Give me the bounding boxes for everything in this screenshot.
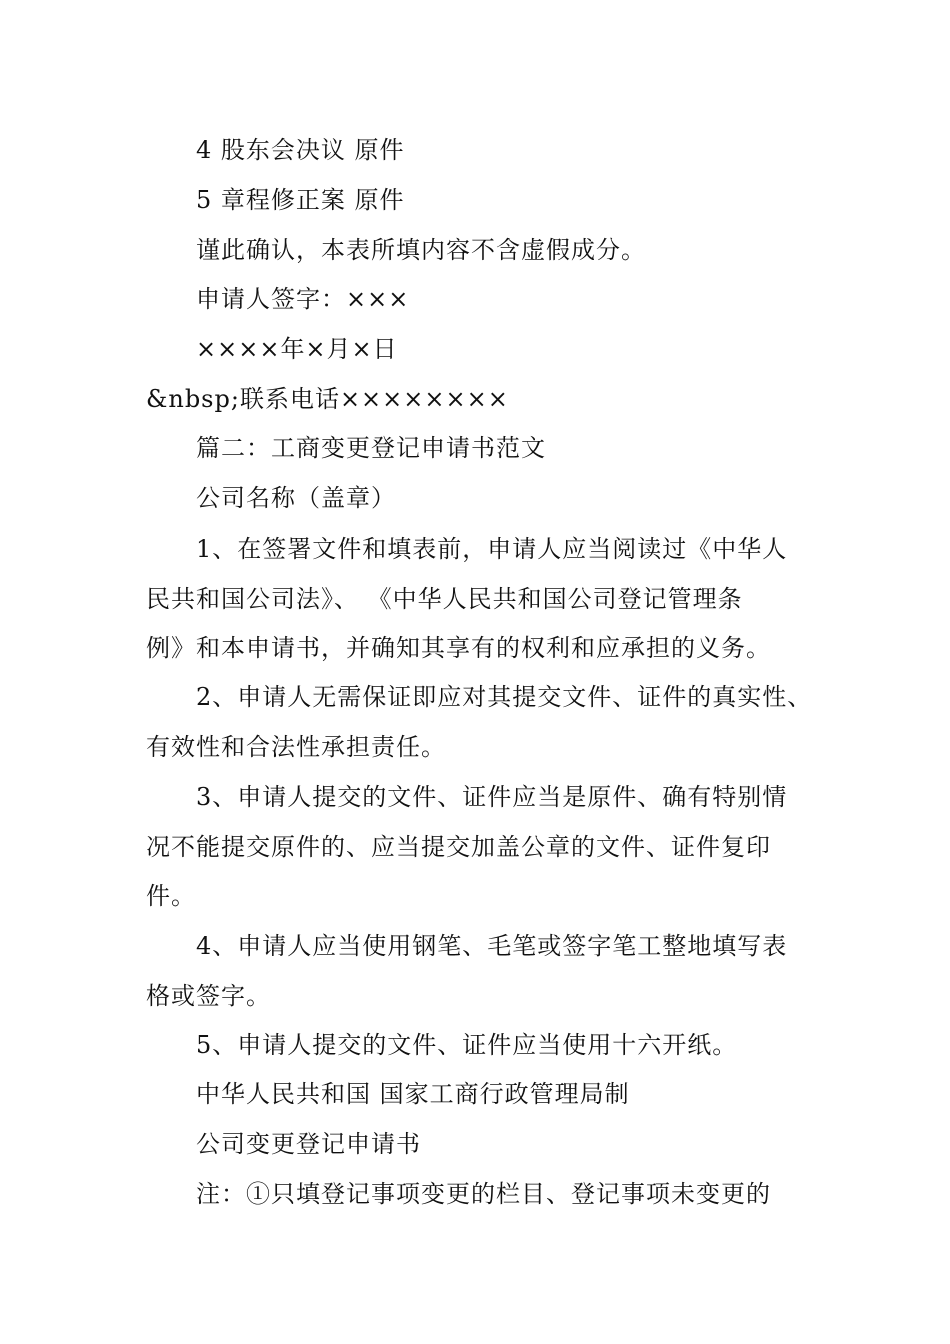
paragraph-3-line-3: 件。: [146, 882, 196, 910]
text-line-date: ××××年×月×日: [196, 335, 398, 363]
text-line-confirmation: 谨此确认，本表所填内容不含虚假成分。: [196, 236, 646, 264]
paragraph-3-line-2: 况不能提交原件的、应当提交加盖公章的文件、证件复印: [146, 833, 771, 861]
paragraph-3-line-1: 3、申请人提交的文件、证件应当是原件、确有特别情: [196, 783, 788, 811]
paragraph-1-line-2: 民共和国公司法》、 《中华人民共和国公司登记管理条: [146, 585, 743, 613]
paragraph-2-line-2: 有效性和合法性承担责任。: [146, 733, 446, 761]
text-line-issuer: 中华人民共和国 国家工商行政管理局制: [196, 1080, 630, 1108]
section-heading: 篇二：工商变更登记申请书范文: [196, 434, 546, 462]
paragraph-4-line-2: 格或签字。: [146, 982, 271, 1010]
text-line-attachment-5: 5 章程修正案 原件: [196, 186, 405, 214]
paragraph-2-line-1: 2、申请人无需保证即应对其提交文件、证件的真实性、: [196, 683, 813, 711]
text-line-phone: &nbsp;联系电话××××××××: [146, 385, 509, 413]
paragraph-1-line-3: 例》和本申请书，并确知其享有的权利和应承担的义务。: [146, 634, 771, 662]
text-line-attachment-4: 4 股东会决议 原件: [196, 136, 405, 164]
text-line-company-name: 公司名称（盖章）: [196, 484, 396, 512]
paragraph-5-line-1: 5、申请人提交的文件、证件应当使用十六开纸。: [196, 1031, 738, 1059]
paragraph-1-line-1: 1、在签署文件和填表前，申请人应当阅读过《中华人: [196, 535, 788, 563]
paragraph-4-line-1: 4、申请人应当使用钢笔、毛笔或签字笔工整地填写表: [196, 932, 788, 960]
form-title: 公司变更登记申请书: [196, 1130, 421, 1158]
note-line-1: 注：①只填登记事项变更的栏目、登记事项未变更的: [196, 1180, 771, 1208]
text-line-applicant-signature: 申请人签字：×××: [196, 285, 410, 313]
